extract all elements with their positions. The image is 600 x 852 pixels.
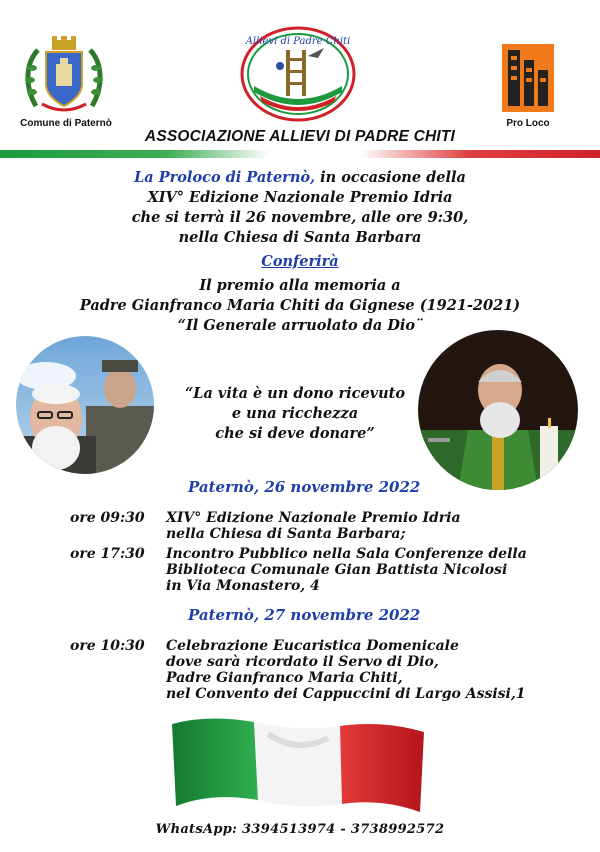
day2-heading: Paternò, 27 novembre 2022 <box>188 606 421 624</box>
portrait-left-photo <box>16 336 154 474</box>
portrait-right-photo <box>418 330 578 490</box>
intro-line-2: XIV° Edizione Nazionale Premio Idria <box>147 189 453 206</box>
day2-event1-time: ore 10:30 <box>70 638 145 654</box>
comune-crest-icon <box>22 36 106 116</box>
day1-event1-text <box>166 510 586 542</box>
conferira-heading: Conferirà <box>261 253 339 270</box>
whatsapp-contacts: WhatsApp: 3394513974 - 3738992572 <box>155 822 445 837</box>
comune-caption: Comune di Paternò <box>20 118 112 129</box>
quote-line-3: che si deve donare” <box>215 425 375 442</box>
proloco-logo-icon <box>498 40 558 116</box>
intro-line-7: “Il Generale arruolato da Dio¨ <box>177 317 423 334</box>
event-line: XIV° Edizione Nazionale Premio Idria <box>166 510 461 526</box>
event-line: Biblioteca Comunale Gian Battista Nicolosi <box>166 562 508 578</box>
event-line: Celebrazione Eucaristica Domenicale <box>166 638 459 654</box>
intro-line-6: Padre Gianfranco Maria Chiti da Gignese (1921-2021) <box>79 297 521 314</box>
quote-block <box>170 384 420 444</box>
intro-line-3: che si terrà il 26 novembre, alle ore 9:30, <box>131 209 469 226</box>
event-line: nella Chiesa di Santa Barbara; <box>166 526 406 542</box>
association-title: ASSOCIAZIONE ALLIEVI DI PADRE CHITI <box>144 128 456 145</box>
day1-heading: Paternò, 26 novembre 2022 <box>188 478 421 496</box>
intro-lead-rest: in occasione della <box>315 169 466 186</box>
proloco-lead: La Proloco di Paternò, <box>134 169 316 186</box>
proloco-caption: Pro Loco <box>506 118 550 129</box>
intro-line-1 <box>0 168 600 188</box>
event-line: dove sarà ricordato il Servo di Dio, <box>166 654 439 670</box>
day2-event1-text <box>166 638 586 702</box>
tricolor-stripe <box>0 150 600 158</box>
day1-event1-time: ore 09:30 <box>70 510 145 526</box>
quote-line-2: e una ricchezza <box>231 405 359 422</box>
quote-line-1: “La vita è un dono ricevuto <box>184 385 406 402</box>
logo-ring-text: Allievi di Padre Chiti <box>245 36 351 47</box>
event-line: Padre Gianfranco Maria Chiti, <box>166 670 403 686</box>
day1-event2-text <box>166 546 586 594</box>
day1-event2-time: ore 17:30 <box>70 546 145 562</box>
association-logo-icon <box>240 26 356 122</box>
intro-line-4: nella Chiesa di Santa Barbara <box>178 229 422 246</box>
intro-line-5: Il premio alla memoria a <box>199 277 401 294</box>
event-line: nel Convento dei Cappuccini di Largo Assisi,1 <box>166 686 526 702</box>
event-line: in Via Monastero, 4 <box>166 578 320 594</box>
event-line: Incontro Pubblico nella Sala Conferenze della <box>166 546 527 562</box>
italian-flag-icon <box>168 714 428 814</box>
